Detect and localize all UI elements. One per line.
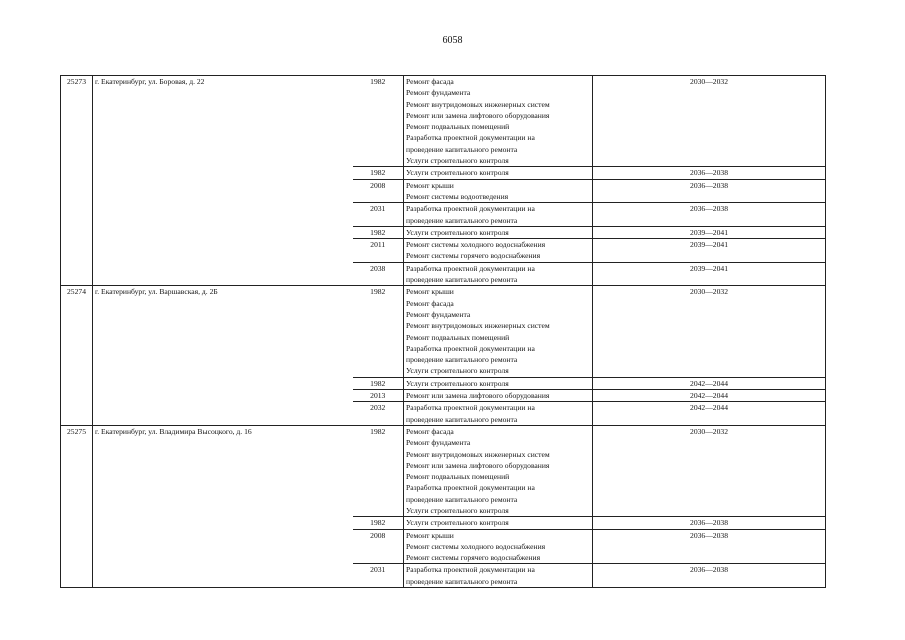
work-item: Ремонт или замена лифтового оборудования [406,110,550,120]
work-item: Ремонт фасада [406,298,454,308]
entry-address: г. Екатеринбург, ул. Боровая, д. 22 [93,76,353,286]
works-list [404,179,593,203]
entry-number: 25273 [61,76,93,286]
entry-number: 25274 [61,286,93,426]
work-item: Разработка проектной документации на [406,483,535,493]
work-item: Услуги строительного контроля [406,505,509,515]
commissioning-year: 1982 [353,286,404,377]
work-item: проведение капитального ремонта [406,414,518,424]
commissioning-year: 2031 [353,203,404,227]
work-item: Разработка проектной документации на [406,204,535,214]
repair-period: 2036—2038 [593,179,826,203]
work-item: Ремонт крыши [406,287,454,297]
commissioning-year: 2038 [353,262,404,286]
repair-period: 2036—2038 [593,167,826,179]
work-item: Ремонт фундамента [406,88,471,98]
repair-period: 2039—2041 [593,239,826,263]
table-row [61,76,826,167]
work-item: Услуги строительного контроля [406,518,509,528]
work-item: Ремонт внутридомовых инженерных систем [406,321,550,331]
work-item: Услуги строительного контроля [406,168,509,178]
work-item: Ремонт системы холодного водоснабжения [406,240,546,250]
entry-address: г. Екатеринбург, ул. Владимира Высоцкого, д. 16 [93,425,353,587]
repair-period: 2039—2041 [593,226,826,238]
commissioning-year: 2008 [353,529,404,564]
work-item: Ремонт фасада [406,426,454,436]
commissioning-year: 1982 [353,425,404,516]
table-row [61,425,826,516]
commissioning-year: 2031 [353,564,404,588]
repair-schedule-table [60,75,826,588]
repair-period: 2042—2044 [593,402,826,426]
works-list [404,286,593,377]
work-item: Ремонт подвальных помещений [406,122,510,132]
commissioning-year: 1982 [353,167,404,179]
work-item: Ремонт крыши [406,180,454,190]
work-item: Услуги строительного контроля [406,156,509,166]
work-item: Услуги строительного контроля [406,366,509,376]
works-list [404,564,593,588]
repair-period: 2036—2038 [593,203,826,227]
repair-period: 2042—2044 [593,377,826,389]
works-list [404,529,593,564]
work-item: Ремонт или замена лифтового оборудования [406,391,550,401]
repair-period: 2036—2038 [593,517,826,529]
work-item: Ремонт системы горячего водоснабжения [406,251,541,261]
work-item: Ремонт системы горячего водоснабжения [406,553,541,563]
works-list [404,517,593,529]
repair-period: 2039—2041 [593,262,826,286]
work-item: Ремонт подвальных помещений [406,332,510,342]
repair-period: 2042—2044 [593,390,826,402]
work-item: Разработка проектной документации на [406,565,535,575]
entry-address: г. Екатеринбург, ул. Варшавская, д. 2Б [93,286,353,426]
commissioning-year: 1982 [353,517,404,529]
commissioning-year: 1982 [353,226,404,238]
work-item: проведение капитального ремонта [406,494,518,504]
work-item: Ремонт подвальных помещений [406,472,510,482]
works-list [404,377,593,389]
work-item: Ремонт системы водоотведения [406,191,509,201]
work-item: Разработка проектной документации на [406,263,535,273]
works-list [404,76,593,167]
work-item: Услуги строительного контроля [406,378,509,388]
work-item: Услуги строительного контроля [406,227,509,237]
works-list [404,239,593,263]
work-item: Ремонт или замена лифтового оборудования [406,460,550,470]
work-item: Ремонт внутридомовых инженерных систем [406,99,550,109]
works-list [404,262,593,286]
works-list [404,390,593,402]
commissioning-year: 2008 [353,179,404,203]
repair-period: 2036—2038 [593,529,826,564]
work-item: проведение капитального ремонта [406,576,518,586]
page-number: 6058 [442,35,463,46]
work-item: Ремонт фундамента [406,309,471,319]
work-item: проведение капитального ремонта [406,275,518,285]
work-item: Ремонт фасада [406,77,454,86]
works-list [404,167,593,179]
table-body [61,76,826,588]
work-item: проведение капитального ремонта [406,355,518,365]
work-item: проведение капитального ремонта [406,144,518,154]
repair-period: 2030—2032 [593,76,826,167]
commissioning-year: 2011 [353,239,404,263]
commissioning-year: 2032 [353,402,404,426]
works-list [404,425,593,516]
work-item: Разработка проектной документации на [406,403,535,413]
work-item: проведение капитального ремонта [406,215,518,225]
work-item: Разработка проектной документации на [406,343,535,353]
commissioning-year: 1982 [353,76,404,167]
repair-period: 2030—2032 [593,425,826,516]
works-list [404,402,593,426]
work-item: Ремонт фундамента [406,438,471,448]
entry-number: 25275 [61,425,93,587]
repair-period: 2036—2038 [593,564,826,588]
repair-period: 2030—2032 [593,286,826,377]
works-list [404,226,593,238]
commissioning-year: 1982 [353,377,404,389]
work-item: Ремонт крыши [406,530,454,540]
work-item: Разработка проектной документации на [406,133,535,143]
table-row [61,286,826,377]
works-list [404,203,593,227]
work-item: Ремонт системы холодного водоснабжения [406,541,546,551]
commissioning-year: 2013 [353,390,404,402]
work-item: Ремонт внутридомовых инженерных систем [406,449,550,459]
